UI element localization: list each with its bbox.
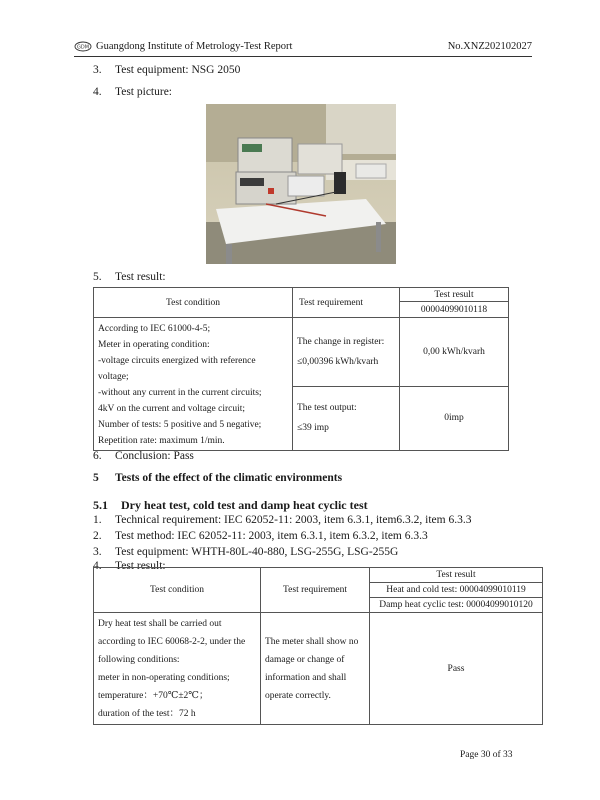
page-header	[74, 40, 532, 57]
section-5-heading: 5 Tests of the effect of the climatic environments	[93, 472, 343, 484]
header-test-result: Test result	[370, 568, 543, 583]
section-5-1-heading: 5.1 Dry heat test, cold test and damp heat cyclic test	[93, 498, 368, 512]
list-item: 4. Test result:	[93, 560, 166, 572]
heat-cold-serial: Heat and cold test: 00004099010119	[370, 583, 543, 598]
page-number: Page 30 of 33	[460, 750, 513, 760]
table-header-row	[94, 288, 509, 302]
damp-heat-serial: Damp heat cyclic test: 00004099010120	[370, 598, 543, 613]
header-test-condition: Test condition	[94, 288, 293, 318]
table-row	[94, 318, 509, 387]
result-register-cell: 0,00 kWh/kvarh	[400, 318, 509, 387]
meter-serial: 00004099010118	[400, 302, 509, 318]
item-test-picture: 4. Test picture:	[93, 86, 172, 98]
item-conclusion: 6. Conclusion: Pass	[93, 450, 194, 462]
table-header-row	[94, 568, 543, 583]
item-test-equipment: 3. Test equipment: NSG 2050	[93, 64, 241, 76]
result-output-cell: 0imp	[400, 386, 509, 450]
header-test-requirement: Test requirement	[261, 568, 370, 613]
test-result-cell: Pass	[370, 613, 543, 725]
list-item: 2. Test method: IEC 62052-11: 2003, item 6.3.1, item 6.3.2, item 6.3.3	[93, 530, 428, 542]
header-test-requirement: Test requirement	[293, 288, 400, 318]
header-test-result: Test result	[400, 288, 509, 302]
header-test-condition: Test condition	[94, 568, 261, 613]
surge-test-table	[93, 287, 509, 451]
test-photo	[206, 104, 396, 264]
list-item: 3. Test equipment: WHTH-80L-40-880, LSG-255G, LSG-255G	[93, 546, 399, 558]
table-row	[94, 613, 543, 725]
svg-text:GDM: GDM	[76, 44, 90, 51]
institute-name: Guangdong Institute of Metrology-Test Report	[96, 41, 293, 52]
test-condition-cell: According to IEC 61000-4-5; Meter in operating condition: -voltage circuits energized with reference voltage; -without any current in the current circuits; 4kV on the current and voltage circuit; Number of tests: 5 positive and 5 negative; Repetition rate: maximum 1/min.	[94, 318, 293, 451]
test-requirement-cell: The meter shall show no damage or change of information and shall operate correctly.	[261, 613, 370, 725]
report-number: No.XNZ202102027	[447, 41, 532, 52]
item-test-result: 5. Test result:	[93, 271, 166, 283]
requirement-output-cell: The test output: ≤39 imp	[293, 386, 400, 450]
test-condition-cell: Dry heat test shall be carried out according to IEC 60068-2-2, under the following conditions: meter in non-operating conditions; temperature：+70℃±2℃； duration of the test：72 h	[94, 613, 261, 725]
requirement-register-cell: The change in register: ≤0,00396 kWh/kvarh	[293, 318, 400, 387]
institute-logo-icon	[74, 41, 92, 55]
climatic-test-table	[93, 567, 543, 725]
list-item: 1. Technical requirement: IEC 62052-11: 2003, item 6.3.1, item6.3.2, item 6.3.3	[93, 514, 472, 526]
